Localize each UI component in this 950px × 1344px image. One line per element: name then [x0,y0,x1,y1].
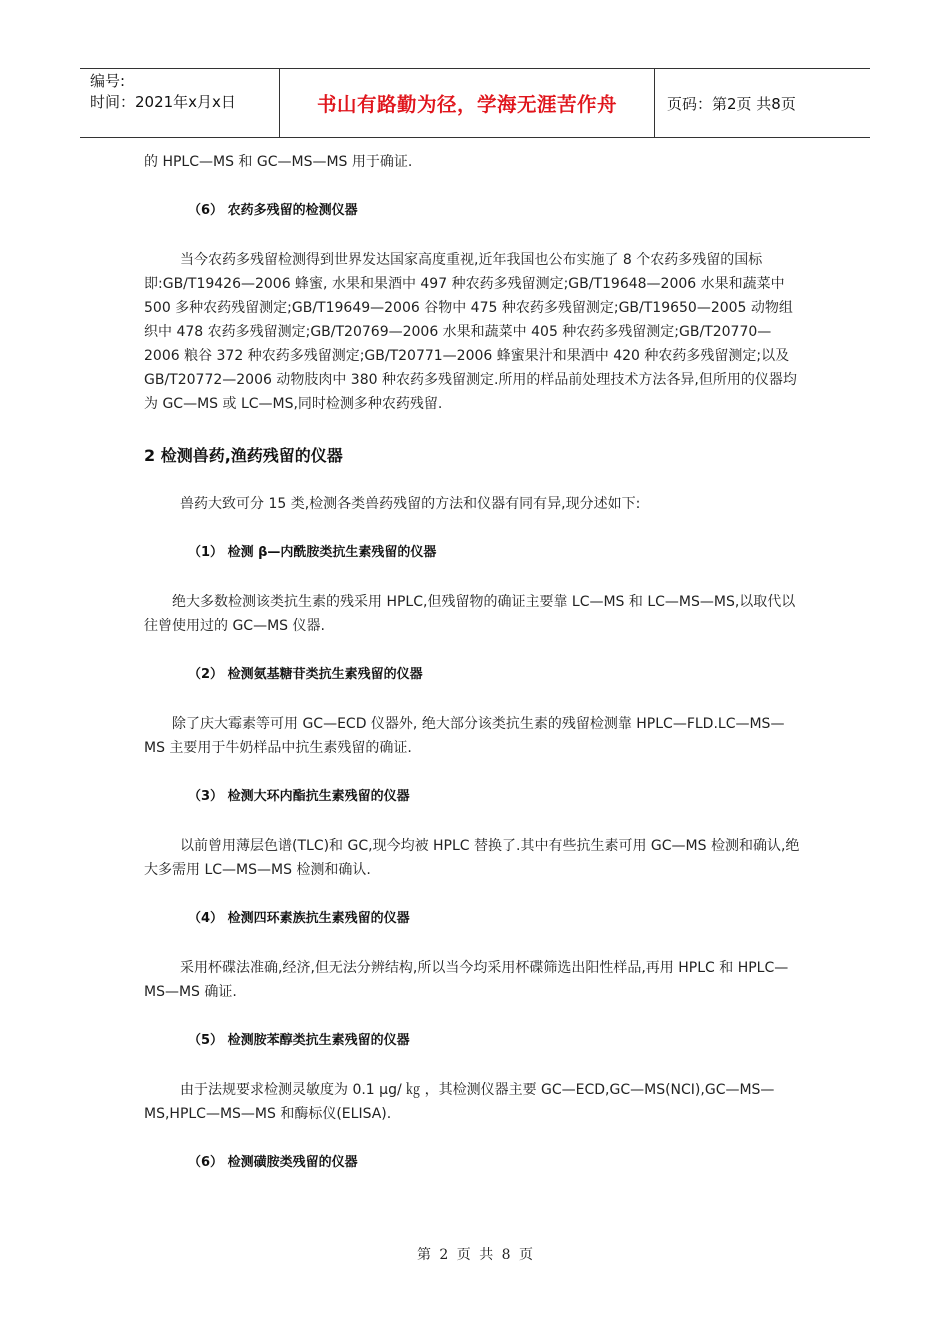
paragraph: 当今农药多残留检测得到世界发达国家高度重视,近年我国也公布实施了 8 个农药多残留的国标即:GB/T19426—2006 蜂蜜, 水果和果酒中 497 种农药多残留测定;GB/T19648—2006 水果和蔬菜中 500 多种农药残留测定;GB/T19649—2006 谷物中 475 种农药多残留测定;GB/T19650—2005 动物组织中 478 农药多残留测定;GB/T20769—2006 水果和蔬菜中 405 种农药多残留测定;GB/T20770—2006 粮谷 372 种农药多残留测定;GB/T20771—2006 蜂蜜果汁和果酒中 420 种农药多残留测定;以及 GB/T20772—2006 动物肢肉中 380 种农药多残留测定.所用的样品前处理技术方法各异,但所用的仪器均为 GC—MS 或 LC—MS,同时检测多种农药残留. [144,252,797,412]
paragraph: 兽药大致可分 15 类,检测各类兽药残留的方法和仪器有同有异,现分述如下: [180,496,641,512]
section-heading: 2 检测兽药,渔药残留的仪器 [144,446,343,465]
paragraph: 的 HPLC—MS 和 GC—MS—MS 用于确证. [144,154,413,170]
paragraph: 以前曾用薄层色谱(TLC)和 GC,现今均被 HPLC 替换了.其中有些抗生素可用 GC—MS 检测和确认,绝大多需用 LC—MS—MS 检测和确认. [144,838,800,878]
header-page-label: 页码：第2页 共8页 [667,94,796,113]
subheading: （4） 检测四环素族抗生素残留的仪器 [188,911,410,926]
subheading: （2） 检测氨基糖苷类抗生素残留的仪器 [188,667,423,682]
paragraph: 采用杯碟法准确,经济,但无法分辨结构,所以当今均采用杯碟筛选出阳性样品,再用 HPLC 和 HPLC—MS—MS 确证. [144,960,789,1000]
subheading: （1） 检测 β—内酰胺类抗生素残留的仪器 [188,545,437,560]
subheading: （5） 检测胺苯醇类抗生素残留的仪器 [188,1033,410,1048]
page-footer: 第 2 页 共 8 页 [416,1247,534,1263]
paragraph: 绝大多数检测该类抗生素的残采用 HPLC,但残留物的确证主要靠 LC—MS 和 LC—MS—MS,以取代以往曾使用过的 GC—MS 仪器. [144,594,796,634]
paragraph: 由于法规要求检测灵敏度为 0.1 μg/ ㎏ ，其检测仪器主要 GC—ECD,GC—MS(NCI),GC—MS—MS,HPLC—MS—MS 和酶标仪(ELISA). [144,1082,775,1122]
header-motto: 书山有路勤为径，学海无涯苦作舟 [280,69,655,137]
document-body [144,150,804,1174]
subheading: （6） 农药多残留的检测仪器 [188,203,358,218]
subheading: （3） 检测大环内酯抗生素残留的仪器 [188,789,410,804]
subheading: （6） 检测磺胺类残留的仪器 [188,1155,358,1170]
time-label: 时间：2021年x月x日 [90,93,236,111]
header-meta [80,69,280,137]
number-label: 编号: [90,72,126,90]
paragraph: 除了庆大霉素等可用 GC—ECD 仪器外, 绝大部分该类抗生素的残留检测靠 HPLC—FLD.LC—MS—MS 主要用于牛奶样品中抗生素残留的确证. [144,716,785,756]
page-header [80,68,870,138]
